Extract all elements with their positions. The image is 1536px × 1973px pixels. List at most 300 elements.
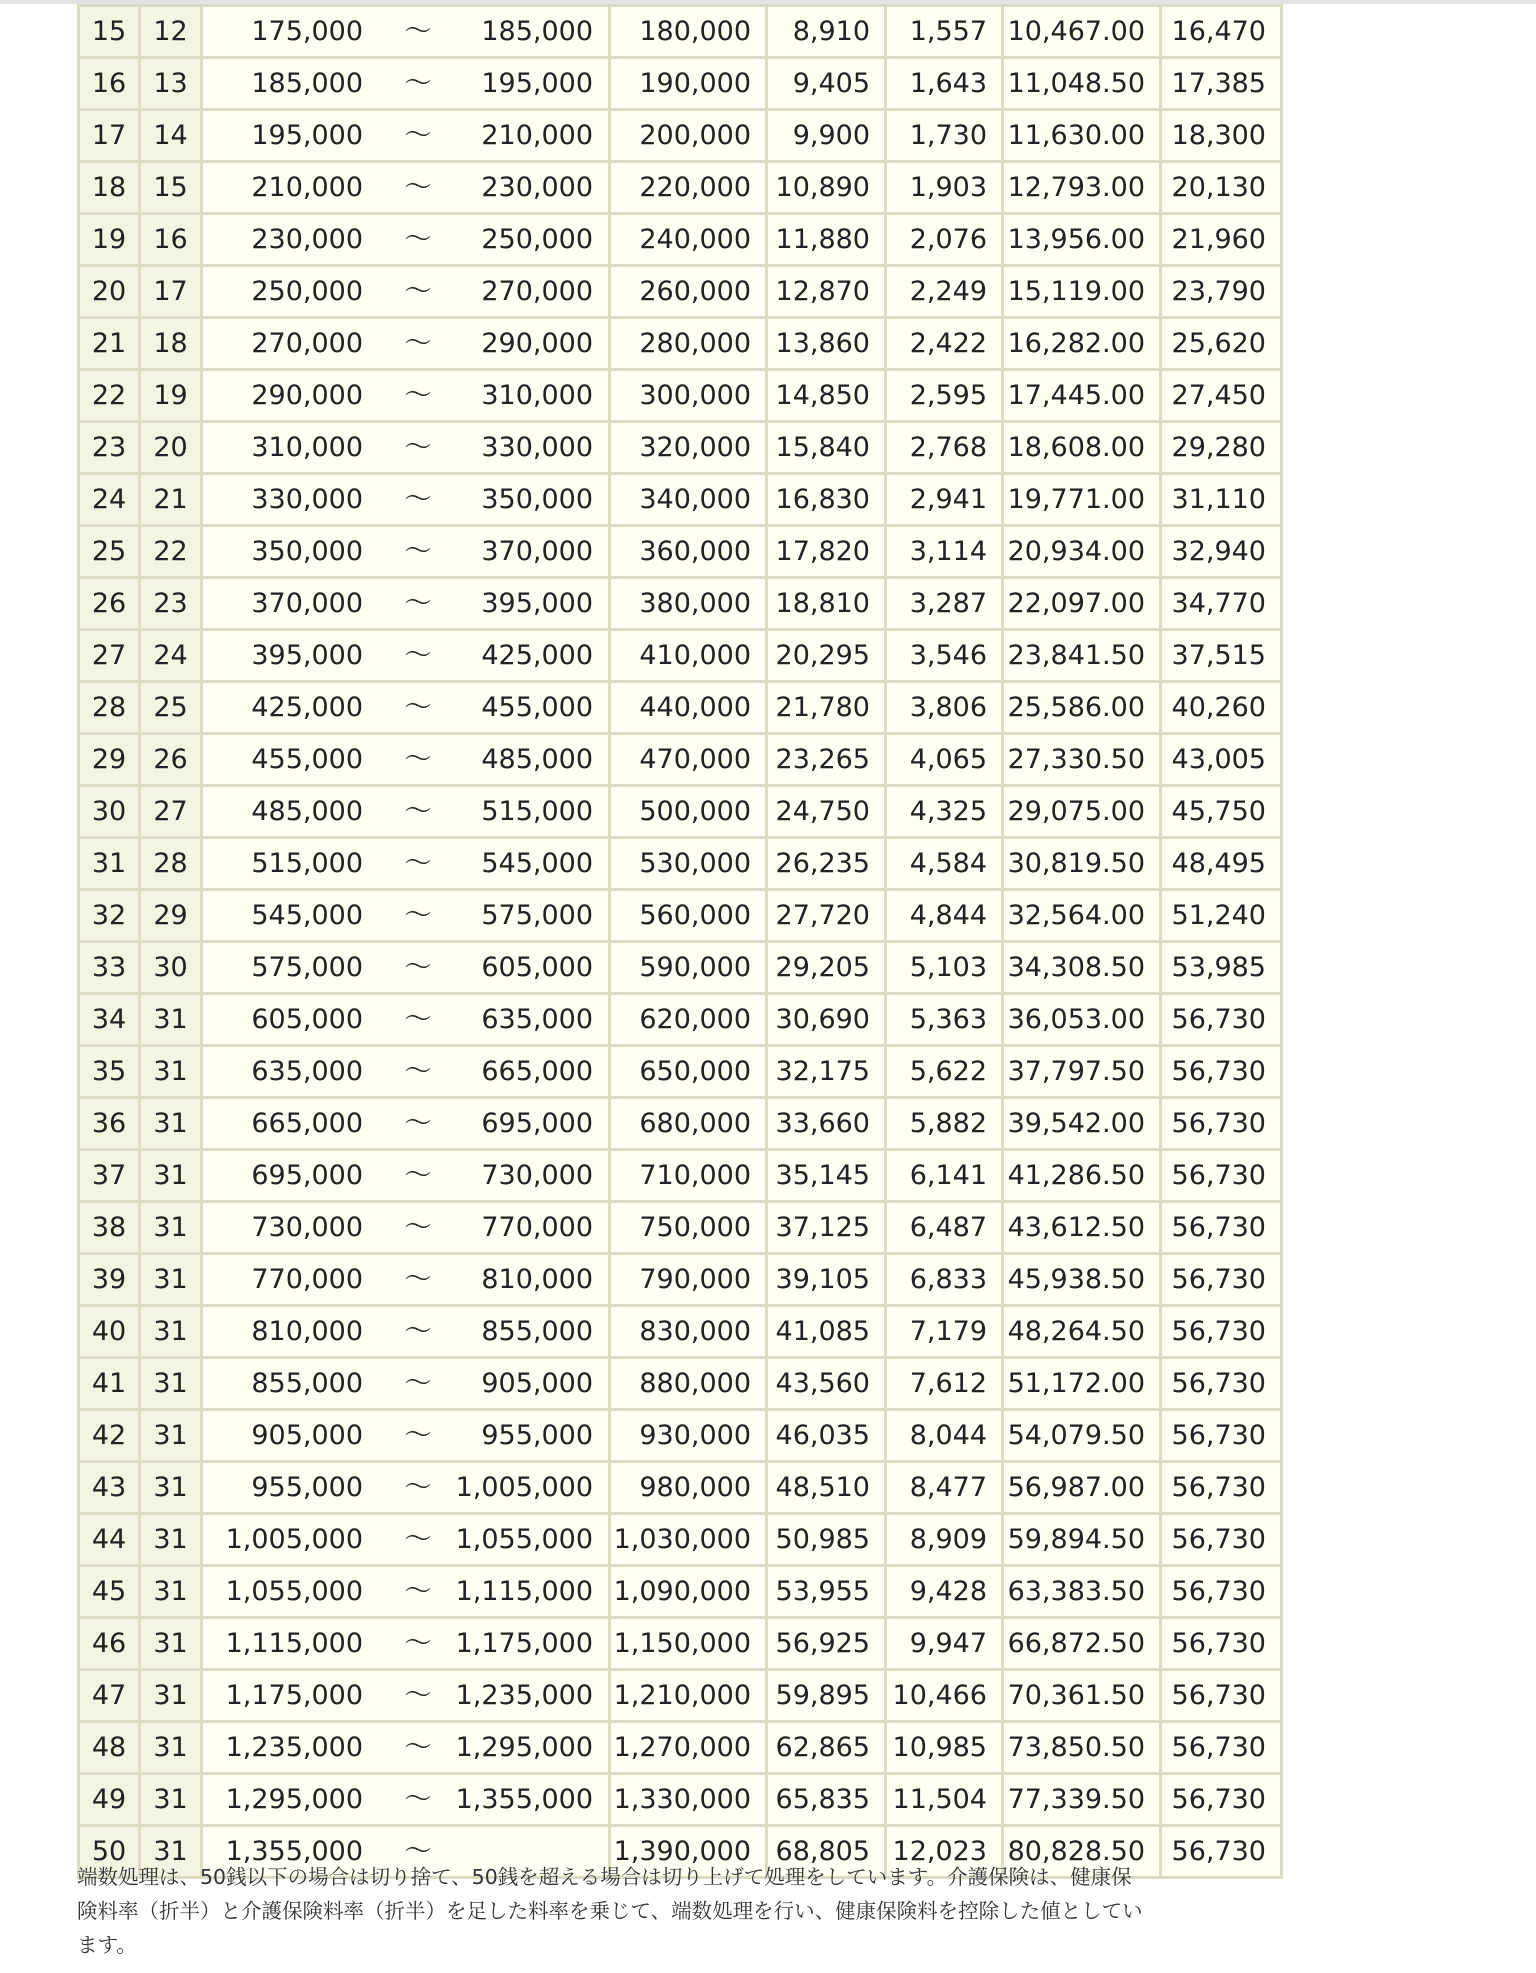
range-to: 250,000 bbox=[481, 224, 593, 255]
health-insurance-cell: 27,720 bbox=[767, 890, 886, 942]
range-from: 250,000 bbox=[251, 276, 363, 307]
range-to: 270,000 bbox=[481, 276, 593, 307]
range-to: 770,000 bbox=[481, 1212, 593, 1243]
range-to: 810,000 bbox=[481, 1264, 593, 1295]
employer-cell: 56,730 bbox=[1161, 1046, 1282, 1098]
standard-monthly-cell: 790,000 bbox=[610, 1254, 767, 1306]
grade-cell: 34 bbox=[79, 994, 140, 1046]
range-to: 955,000 bbox=[481, 1420, 593, 1451]
grade-cell: 49 bbox=[79, 1774, 140, 1826]
salary-range bbox=[203, 839, 608, 888]
standard-monthly-cell: 240,000 bbox=[610, 214, 767, 266]
standard-monthly-cell: 470,000 bbox=[610, 734, 767, 786]
pension-grade-cell: 13 bbox=[140, 58, 202, 110]
salary-range-cell bbox=[202, 214, 610, 266]
table-row bbox=[79, 214, 1282, 266]
table-row bbox=[79, 110, 1282, 162]
salary-range bbox=[203, 1515, 608, 1564]
care-insurance-cell: 6,833 bbox=[886, 1254, 1003, 1306]
health-insurance-cell: 33,660 bbox=[767, 1098, 886, 1150]
employer-cell: 48,495 bbox=[1161, 838, 1282, 890]
range-to: 515,000 bbox=[481, 796, 593, 827]
health-insurance-cell: 68,805 bbox=[767, 1826, 886, 1878]
care-insurance-cell: 4,065 bbox=[886, 734, 1003, 786]
table-row bbox=[79, 1358, 1282, 1410]
salary-range bbox=[203, 995, 608, 1044]
grade-cell: 30 bbox=[79, 786, 140, 838]
pension-cell: 18,608.00 bbox=[1003, 422, 1161, 474]
range-tilde: 〜 bbox=[404, 1212, 432, 1243]
pension-grade-cell: 31 bbox=[140, 1202, 202, 1254]
care-insurance-cell: 1,557 bbox=[886, 6, 1003, 58]
health-insurance-cell: 8,910 bbox=[767, 6, 886, 58]
range-from: 330,000 bbox=[251, 484, 363, 515]
care-insurance-cell: 8,044 bbox=[886, 1410, 1003, 1462]
pension-cell: 41,286.50 bbox=[1003, 1150, 1161, 1202]
range-tilde: 〜 bbox=[404, 1420, 432, 1451]
table-row bbox=[79, 734, 1282, 786]
pension-cell: 77,339.50 bbox=[1003, 1774, 1161, 1826]
range-from: 810,000 bbox=[251, 1316, 363, 1347]
table-row bbox=[79, 1462, 1282, 1514]
pension-grade-cell: 21 bbox=[140, 474, 202, 526]
grade-cell: 16 bbox=[79, 58, 140, 110]
care-insurance-cell: 2,249 bbox=[886, 266, 1003, 318]
range-to: 310,000 bbox=[481, 380, 593, 411]
pension-grade-cell: 16 bbox=[140, 214, 202, 266]
care-insurance-cell: 5,882 bbox=[886, 1098, 1003, 1150]
pension-cell: 36,053.00 bbox=[1003, 994, 1161, 1046]
standard-monthly-cell: 1,150,000 bbox=[610, 1618, 767, 1670]
range-tilde: 〜 bbox=[404, 1524, 432, 1555]
health-insurance-cell: 16,830 bbox=[767, 474, 886, 526]
health-insurance-cell: 46,035 bbox=[767, 1410, 886, 1462]
table-row bbox=[79, 630, 1282, 682]
table-row bbox=[79, 162, 1282, 214]
salary-range-cell bbox=[202, 1462, 610, 1514]
care-insurance-cell: 5,103 bbox=[886, 942, 1003, 994]
range-from: 1,055,000 bbox=[225, 1576, 363, 1607]
table-row bbox=[79, 994, 1282, 1046]
range-from: 855,000 bbox=[251, 1368, 363, 1399]
salary-range-cell bbox=[202, 1410, 610, 1462]
salary-range-cell bbox=[202, 1358, 610, 1410]
salary-range bbox=[203, 1047, 608, 1096]
care-insurance-cell: 1,730 bbox=[886, 110, 1003, 162]
employer-cell: 32,940 bbox=[1161, 526, 1282, 578]
employer-cell: 56,730 bbox=[1161, 1618, 1282, 1670]
salary-range-cell bbox=[202, 1566, 610, 1618]
standard-monthly-cell: 750,000 bbox=[610, 1202, 767, 1254]
pension-grade-cell: 31 bbox=[140, 1462, 202, 1514]
employer-cell: 25,620 bbox=[1161, 318, 1282, 370]
range-tilde: 〜 bbox=[404, 1680, 432, 1711]
pension-cell: 54,079.50 bbox=[1003, 1410, 1161, 1462]
salary-range bbox=[203, 1307, 608, 1356]
range-from: 1,005,000 bbox=[225, 1524, 363, 1555]
care-insurance-cell: 2,768 bbox=[886, 422, 1003, 474]
range-to: 290,000 bbox=[481, 328, 593, 359]
salary-range-cell bbox=[202, 266, 610, 318]
pension-grade-cell: 29 bbox=[140, 890, 202, 942]
employer-cell: 56,730 bbox=[1161, 1098, 1282, 1150]
salary-range bbox=[203, 319, 608, 368]
table-row bbox=[79, 1306, 1282, 1358]
range-from: 730,000 bbox=[251, 1212, 363, 1243]
pension-grade-cell: 27 bbox=[140, 786, 202, 838]
care-insurance-cell: 3,546 bbox=[886, 630, 1003, 682]
salary-range bbox=[203, 1255, 608, 1304]
pension-grade-cell: 31 bbox=[140, 1098, 202, 1150]
employer-cell: 21,960 bbox=[1161, 214, 1282, 266]
salary-range bbox=[203, 943, 608, 992]
employer-cell: 56,730 bbox=[1161, 1670, 1282, 1722]
salary-range bbox=[203, 7, 608, 56]
pension-cell: 10,467.00 bbox=[1003, 6, 1161, 58]
care-insurance-cell: 3,806 bbox=[886, 682, 1003, 734]
salary-range-cell bbox=[202, 422, 610, 474]
grade-cell: 44 bbox=[79, 1514, 140, 1566]
range-to: 635,000 bbox=[481, 1004, 593, 1035]
pension-grade-cell: 31 bbox=[140, 1410, 202, 1462]
range-from: 175,000 bbox=[251, 16, 363, 47]
standard-monthly-cell: 410,000 bbox=[610, 630, 767, 682]
pension-cell: 51,172.00 bbox=[1003, 1358, 1161, 1410]
grade-cell: 18 bbox=[79, 162, 140, 214]
grade-cell: 38 bbox=[79, 1202, 140, 1254]
pension-cell: 66,872.50 bbox=[1003, 1618, 1161, 1670]
pension-grade-cell: 23 bbox=[140, 578, 202, 630]
standard-monthly-cell: 260,000 bbox=[610, 266, 767, 318]
salary-range bbox=[203, 1151, 608, 1200]
salary-range-cell bbox=[202, 994, 610, 1046]
salary-range-cell bbox=[202, 1046, 610, 1098]
pension-cell: 15,119.00 bbox=[1003, 266, 1161, 318]
salary-range-cell bbox=[202, 734, 610, 786]
range-to: 1,355,000 bbox=[455, 1784, 593, 1815]
grade-cell: 29 bbox=[79, 734, 140, 786]
range-to: 905,000 bbox=[481, 1368, 593, 1399]
grade-cell: 37 bbox=[79, 1150, 140, 1202]
employer-cell: 53,985 bbox=[1161, 942, 1282, 994]
pension-grade-cell: 31 bbox=[140, 1722, 202, 1774]
health-insurance-cell: 20,295 bbox=[767, 630, 886, 682]
range-tilde: 〜 bbox=[404, 16, 432, 47]
range-from: 695,000 bbox=[251, 1160, 363, 1191]
grade-cell: 31 bbox=[79, 838, 140, 890]
range-to: 855,000 bbox=[481, 1316, 593, 1347]
salary-range-cell bbox=[202, 162, 610, 214]
range-to: 455,000 bbox=[481, 692, 593, 723]
salary-range bbox=[203, 215, 608, 264]
pension-cell: 13,956.00 bbox=[1003, 214, 1161, 266]
pension-grade-cell: 14 bbox=[140, 110, 202, 162]
table-row bbox=[79, 526, 1282, 578]
range-from: 605,000 bbox=[251, 1004, 363, 1035]
standard-monthly-cell: 930,000 bbox=[610, 1410, 767, 1462]
health-insurance-cell: 37,125 bbox=[767, 1202, 886, 1254]
pension-grade-cell: 12 bbox=[140, 6, 202, 58]
standard-monthly-cell: 680,000 bbox=[610, 1098, 767, 1150]
employer-cell: 27,450 bbox=[1161, 370, 1282, 422]
table-row bbox=[79, 578, 1282, 630]
standard-monthly-cell: 1,210,000 bbox=[610, 1670, 767, 1722]
health-insurance-cell: 10,890 bbox=[767, 162, 886, 214]
range-from: 485,000 bbox=[251, 796, 363, 827]
range-to: 330,000 bbox=[481, 432, 593, 463]
employer-cell: 56,730 bbox=[1161, 1462, 1282, 1514]
pension-cell: 27,330.50 bbox=[1003, 734, 1161, 786]
range-tilde: 〜 bbox=[404, 1316, 432, 1347]
grade-cell: 47 bbox=[79, 1670, 140, 1722]
table-row bbox=[79, 890, 1282, 942]
range-from: 195,000 bbox=[251, 120, 363, 151]
employer-cell: 56,730 bbox=[1161, 1202, 1282, 1254]
health-insurance-cell: 50,985 bbox=[767, 1514, 886, 1566]
pension-cell: 56,987.00 bbox=[1003, 1462, 1161, 1514]
table-row bbox=[79, 682, 1282, 734]
range-tilde: 〜 bbox=[404, 172, 432, 203]
salary-range-cell bbox=[202, 1306, 610, 1358]
health-insurance-cell: 41,085 bbox=[767, 1306, 886, 1358]
grade-cell: 28 bbox=[79, 682, 140, 734]
standard-monthly-cell: 980,000 bbox=[610, 1462, 767, 1514]
standard-monthly-cell: 380,000 bbox=[610, 578, 767, 630]
range-tilde: 〜 bbox=[404, 1160, 432, 1191]
salary-range bbox=[203, 1099, 608, 1148]
range-to: 230,000 bbox=[481, 172, 593, 203]
range-to: 1,055,000 bbox=[455, 1524, 593, 1555]
pension-grade-cell: 31 bbox=[140, 1306, 202, 1358]
health-insurance-cell: 24,750 bbox=[767, 786, 886, 838]
health-insurance-cell: 43,560 bbox=[767, 1358, 886, 1410]
range-tilde: 〜 bbox=[404, 536, 432, 567]
range-tilde: 〜 bbox=[404, 588, 432, 619]
table-row bbox=[79, 1410, 1282, 1462]
standard-monthly-cell: 360,000 bbox=[610, 526, 767, 578]
salary-range bbox=[203, 631, 608, 680]
range-tilde: 〜 bbox=[404, 380, 432, 411]
health-insurance-cell: 9,405 bbox=[767, 58, 886, 110]
salary-range-cell bbox=[202, 1618, 610, 1670]
pension-cell: 20,934.00 bbox=[1003, 526, 1161, 578]
salary-range-cell bbox=[202, 1254, 610, 1306]
salary-range-cell bbox=[202, 6, 610, 58]
employer-cell: 43,005 bbox=[1161, 734, 1282, 786]
salary-range bbox=[203, 1619, 608, 1668]
health-insurance-cell: 21,780 bbox=[767, 682, 886, 734]
salary-range-cell bbox=[202, 838, 610, 890]
range-from: 350,000 bbox=[251, 536, 363, 567]
pension-grade-cell: 25 bbox=[140, 682, 202, 734]
salary-range-cell bbox=[202, 890, 610, 942]
salary-range bbox=[203, 683, 608, 732]
employer-cell: 20,130 bbox=[1161, 162, 1282, 214]
health-insurance-cell: 59,895 bbox=[767, 1670, 886, 1722]
care-insurance-cell: 2,076 bbox=[886, 214, 1003, 266]
pension-cell: 70,361.50 bbox=[1003, 1670, 1161, 1722]
grade-cell: 20 bbox=[79, 266, 140, 318]
employer-cell: 29,280 bbox=[1161, 422, 1282, 474]
pension-cell: 17,445.00 bbox=[1003, 370, 1161, 422]
care-insurance-cell: 2,422 bbox=[886, 318, 1003, 370]
range-from: 270,000 bbox=[251, 328, 363, 359]
range-to: 425,000 bbox=[481, 640, 593, 671]
pension-grade-cell: 26 bbox=[140, 734, 202, 786]
salary-range bbox=[203, 1463, 608, 1512]
table-row bbox=[79, 422, 1282, 474]
pension-grade-cell: 19 bbox=[140, 370, 202, 422]
range-to: 605,000 bbox=[481, 952, 593, 983]
grade-cell: 19 bbox=[79, 214, 140, 266]
salary-range-cell bbox=[202, 1202, 610, 1254]
employer-cell: 34,770 bbox=[1161, 578, 1282, 630]
health-insurance-cell: 30,690 bbox=[767, 994, 886, 1046]
table-row bbox=[79, 318, 1282, 370]
employer-cell: 23,790 bbox=[1161, 266, 1282, 318]
table-row bbox=[79, 1254, 1282, 1306]
range-tilde: 〜 bbox=[404, 328, 432, 359]
grade-cell: 21 bbox=[79, 318, 140, 370]
table-row bbox=[79, 1722, 1282, 1774]
salary-range bbox=[203, 735, 608, 784]
salary-range-cell bbox=[202, 474, 610, 526]
employer-cell: 45,750 bbox=[1161, 786, 1282, 838]
range-from: 1,115,000 bbox=[225, 1628, 363, 1659]
range-from: 185,000 bbox=[251, 68, 363, 99]
grade-cell: 17 bbox=[79, 110, 140, 162]
pension-cell: 43,612.50 bbox=[1003, 1202, 1161, 1254]
pension-grade-cell: 31 bbox=[140, 1670, 202, 1722]
pension-cell: 22,097.00 bbox=[1003, 578, 1161, 630]
table-row bbox=[79, 942, 1282, 994]
table-row bbox=[79, 1514, 1282, 1566]
range-tilde: 〜 bbox=[404, 692, 432, 723]
table-row bbox=[79, 1202, 1282, 1254]
salary-range-cell bbox=[202, 370, 610, 422]
care-insurance-cell: 4,325 bbox=[886, 786, 1003, 838]
health-insurance-cell: 14,850 bbox=[767, 370, 886, 422]
employer-cell: 56,730 bbox=[1161, 1514, 1282, 1566]
pension-cell: 19,771.00 bbox=[1003, 474, 1161, 526]
pension-cell: 45,938.50 bbox=[1003, 1254, 1161, 1306]
range-from: 955,000 bbox=[251, 1472, 363, 1503]
salary-range bbox=[203, 59, 608, 108]
range-to: 395,000 bbox=[481, 588, 593, 619]
care-insurance-cell: 7,179 bbox=[886, 1306, 1003, 1358]
range-to: 730,000 bbox=[481, 1160, 593, 1191]
range-to: 370,000 bbox=[481, 536, 593, 567]
pension-cell: 39,542.00 bbox=[1003, 1098, 1161, 1150]
health-insurance-cell: 11,880 bbox=[767, 214, 886, 266]
salary-range bbox=[203, 1203, 608, 1252]
pension-grade-cell: 18 bbox=[140, 318, 202, 370]
grade-cell: 35 bbox=[79, 1046, 140, 1098]
pension-grade-cell: 22 bbox=[140, 526, 202, 578]
pension-grade-cell: 31 bbox=[140, 1254, 202, 1306]
pension-cell: 59,894.50 bbox=[1003, 1514, 1161, 1566]
table-row bbox=[79, 1098, 1282, 1150]
range-from: 665,000 bbox=[251, 1108, 363, 1139]
care-insurance-cell: 1,643 bbox=[886, 58, 1003, 110]
range-tilde: 〜 bbox=[404, 276, 432, 307]
employer-cell: 40,260 bbox=[1161, 682, 1282, 734]
standard-monthly-cell: 590,000 bbox=[610, 942, 767, 994]
care-insurance-cell: 9,947 bbox=[886, 1618, 1003, 1670]
range-to: 1,235,000 bbox=[455, 1680, 593, 1711]
table-row bbox=[79, 370, 1282, 422]
health-insurance-cell: 9,900 bbox=[767, 110, 886, 162]
salary-range bbox=[203, 267, 608, 316]
employer-cell: 56,730 bbox=[1161, 1150, 1282, 1202]
employer-cell: 56,730 bbox=[1161, 1722, 1282, 1774]
table-body bbox=[79, 6, 1282, 1878]
grade-cell: 50 bbox=[79, 1826, 140, 1878]
employer-cell: 31,110 bbox=[1161, 474, 1282, 526]
salary-range bbox=[203, 423, 608, 472]
salary-range-cell bbox=[202, 58, 610, 110]
health-insurance-cell: 48,510 bbox=[767, 1462, 886, 1514]
range-tilde: 〜 bbox=[404, 484, 432, 515]
care-insurance-cell: 12,023 bbox=[886, 1826, 1003, 1878]
health-insurance-cell: 39,105 bbox=[767, 1254, 886, 1306]
pension-cell: 11,048.50 bbox=[1003, 58, 1161, 110]
standard-monthly-cell: 650,000 bbox=[610, 1046, 767, 1098]
care-insurance-cell: 2,941 bbox=[886, 474, 1003, 526]
standard-monthly-cell: 190,000 bbox=[610, 58, 767, 110]
pension-grade-cell: 31 bbox=[140, 1618, 202, 1670]
range-tilde: 〜 bbox=[404, 1472, 432, 1503]
standard-monthly-cell: 710,000 bbox=[610, 1150, 767, 1202]
range-tilde: 〜 bbox=[404, 848, 432, 879]
range-tilde: 〜 bbox=[404, 1732, 432, 1763]
table-row bbox=[79, 1046, 1282, 1098]
range-to: 185,000 bbox=[481, 16, 593, 47]
range-from: 425,000 bbox=[251, 692, 363, 723]
range-from: 210,000 bbox=[251, 172, 363, 203]
care-insurance-cell: 7,612 bbox=[886, 1358, 1003, 1410]
table-row bbox=[79, 58, 1282, 110]
health-insurance-cell: 12,870 bbox=[767, 266, 886, 318]
range-to: 695,000 bbox=[481, 1108, 593, 1139]
salary-range bbox=[203, 579, 608, 628]
range-from: 1,235,000 bbox=[225, 1732, 363, 1763]
care-insurance-cell: 5,363 bbox=[886, 994, 1003, 1046]
salary-range bbox=[203, 527, 608, 576]
standard-monthly-cell: 530,000 bbox=[610, 838, 767, 890]
standard-monthly-cell: 280,000 bbox=[610, 318, 767, 370]
care-insurance-cell: 11,504 bbox=[886, 1774, 1003, 1826]
salary-range-cell bbox=[202, 110, 610, 162]
health-insurance-cell: 26,235 bbox=[767, 838, 886, 890]
range-to: 485,000 bbox=[481, 744, 593, 775]
pension-cell: 25,586.00 bbox=[1003, 682, 1161, 734]
range-from: 575,000 bbox=[251, 952, 363, 983]
range-tilde: 〜 bbox=[404, 224, 432, 255]
employer-cell: 37,515 bbox=[1161, 630, 1282, 682]
standard-monthly-cell: 180,000 bbox=[610, 6, 767, 58]
range-tilde: 〜 bbox=[404, 1784, 432, 1815]
grade-cell: 40 bbox=[79, 1306, 140, 1358]
pension-cell: 37,797.50 bbox=[1003, 1046, 1161, 1098]
table-row bbox=[79, 1670, 1282, 1722]
salary-range bbox=[203, 1567, 608, 1616]
range-to: 1,115,000 bbox=[455, 1576, 593, 1607]
pension-grade-cell: 24 bbox=[140, 630, 202, 682]
pension-cell: 12,793.00 bbox=[1003, 162, 1161, 214]
grade-cell: 39 bbox=[79, 1254, 140, 1306]
grade-cell: 26 bbox=[79, 578, 140, 630]
